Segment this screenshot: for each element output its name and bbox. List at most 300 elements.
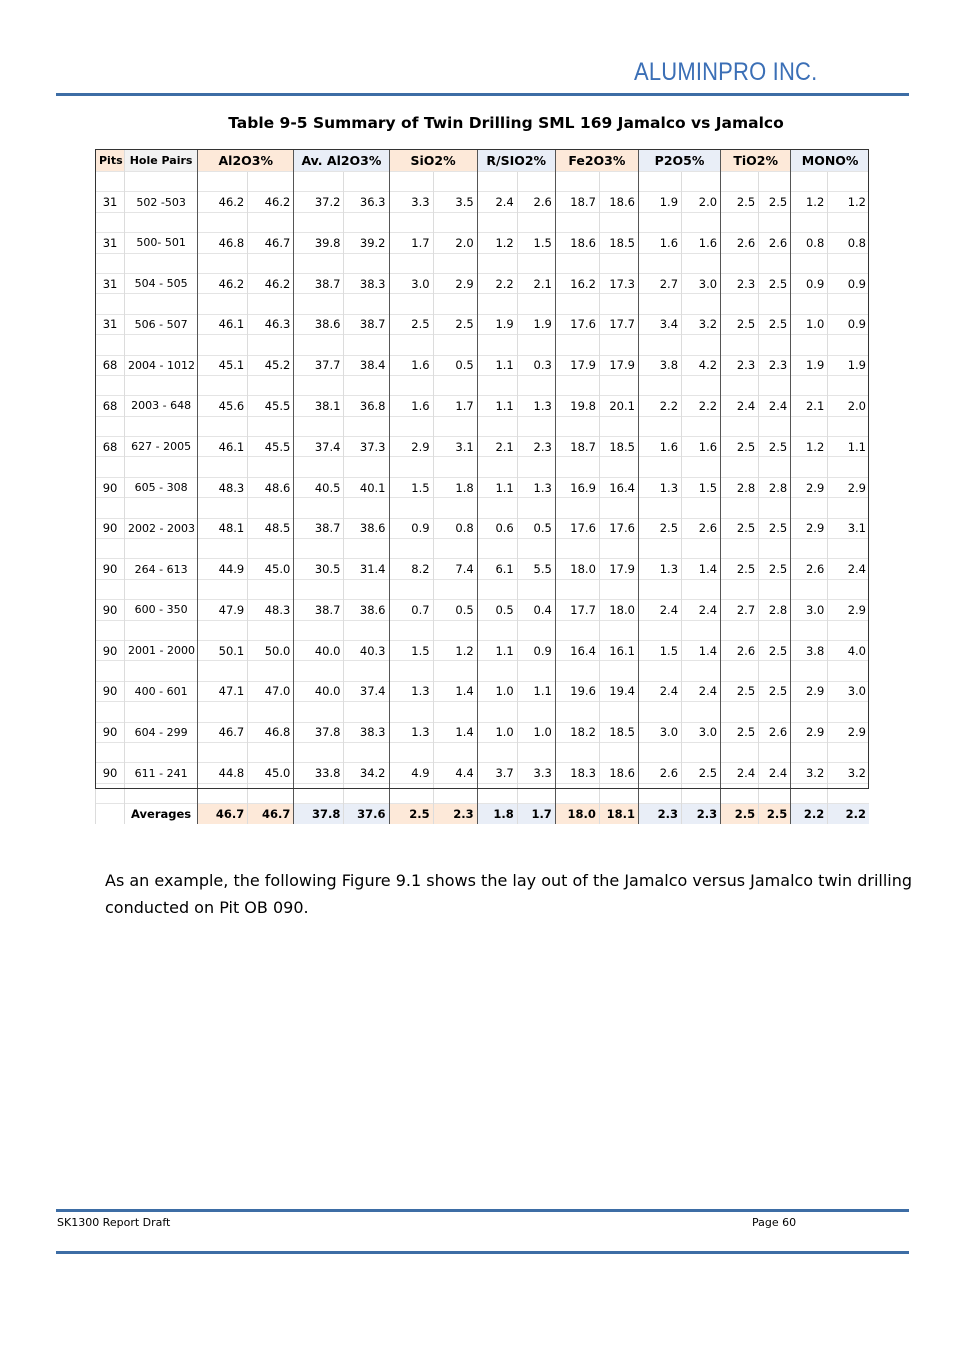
value-cell: 40.0 — [294, 640, 344, 660]
value-cell: 1.9 — [517, 314, 555, 334]
spacer-cell — [294, 783, 344, 803]
spacer-cell — [198, 335, 248, 355]
spacer-cell — [721, 498, 759, 518]
table-row — [96, 477, 870, 497]
header-hole-pairs: Hole Pairs — [125, 149, 198, 172]
value-cell: 1.4 — [433, 722, 477, 742]
pit-cell: 90 — [96, 477, 125, 497]
value-cell: 2.9 — [828, 600, 869, 620]
spacer-cell — [759, 212, 791, 232]
spacer-cell — [721, 457, 759, 477]
spacer-cell — [517, 702, 555, 722]
spacer-cell — [517, 457, 555, 477]
value-cell: 17.6 — [555, 518, 599, 538]
hole-pair-cell: 2003 - 648 — [125, 396, 198, 416]
value-cell: 37.2 — [294, 192, 344, 212]
spacer-cell — [791, 457, 828, 477]
value-cell: 2.8 — [759, 600, 791, 620]
value-cell: 18.6 — [555, 233, 599, 253]
hole-pair-cell: 2004 - 1012 — [125, 355, 198, 375]
pit-cell: 90 — [96, 518, 125, 538]
value-cell: 48.5 — [248, 518, 294, 538]
pit-cell: 31 — [96, 192, 125, 212]
spacer-cell — [125, 783, 198, 803]
spacer-cell — [96, 539, 125, 559]
value-cell: 1.6 — [389, 396, 433, 416]
spacer-cell — [294, 742, 344, 762]
spacer-cell — [517, 620, 555, 640]
value-cell: 3.1 — [828, 518, 869, 538]
value-cell: 2.7 — [721, 600, 759, 620]
spacer-cell — [294, 172, 344, 192]
spacer-cell — [599, 294, 638, 314]
value-cell: 38.6 — [344, 600, 389, 620]
table-row — [96, 722, 870, 742]
value-cell: 1.3 — [638, 477, 681, 497]
value-cell: 38.7 — [294, 518, 344, 538]
value-cell: 2.1 — [791, 396, 828, 416]
value-cell: 2.5 — [759, 681, 791, 701]
pit-cell: 31 — [96, 273, 125, 293]
value-cell: 17.9 — [599, 355, 638, 375]
spacer-cell — [477, 742, 517, 762]
value-cell: 6.1 — [477, 559, 517, 579]
average-value-cell: 1.7 — [517, 804, 555, 825]
spacer-cell — [599, 375, 638, 395]
spacer-cell — [125, 742, 198, 762]
spacer-cell — [828, 661, 869, 681]
value-cell: 19.4 — [599, 681, 638, 701]
spacer-cell — [477, 253, 517, 273]
value-cell: 18.7 — [555, 192, 599, 212]
spacer-cell — [125, 620, 198, 640]
header-tio2: TiO2% — [721, 149, 791, 172]
spacer-cell — [638, 416, 681, 436]
spacer-cell — [638, 335, 681, 355]
spacer-cell — [248, 294, 294, 314]
spacer-cell — [638, 661, 681, 681]
value-cell: 18.5 — [599, 233, 638, 253]
value-cell: 38.3 — [344, 273, 389, 293]
spacer-cell — [517, 416, 555, 436]
spacer-cell — [517, 172, 555, 192]
value-cell: 2.9 — [791, 681, 828, 701]
spacer-cell — [198, 212, 248, 232]
spacer-cell — [682, 498, 721, 518]
spacer-row — [96, 212, 870, 232]
spacer-cell — [344, 742, 389, 762]
value-cell: 2.2 — [638, 396, 681, 416]
value-cell: 1.1 — [477, 396, 517, 416]
spacer-cell — [198, 172, 248, 192]
value-cell: 2.6 — [759, 722, 791, 742]
spacer-row — [96, 375, 870, 395]
spacer-cell — [517, 742, 555, 762]
spacer-cell — [248, 416, 294, 436]
pit-cell: 68 — [96, 396, 125, 416]
value-cell: 1.5 — [389, 477, 433, 497]
spacer-cell — [721, 253, 759, 273]
spacer-cell — [682, 579, 721, 599]
spacer-cell — [517, 661, 555, 681]
value-cell: 18.2 — [555, 722, 599, 742]
hole-pair-cell: 400 - 601 — [125, 681, 198, 701]
table-row — [96, 355, 870, 375]
value-cell: 18.0 — [599, 600, 638, 620]
value-cell: 2.5 — [721, 314, 759, 334]
body-paragraph: As an example, the following Figure 9.1 shows the lay out of the Jamalco versus Jamalco twin drilling conducted on Pit OB 090. — [105, 871, 913, 917]
value-cell: 1.1 — [828, 437, 869, 457]
spacer-cell — [389, 620, 433, 640]
spacer-cell — [759, 742, 791, 762]
value-cell: 40.5 — [294, 477, 344, 497]
spacer-cell — [125, 539, 198, 559]
spacer-cell — [198, 539, 248, 559]
header-pits: Pits — [96, 149, 125, 172]
spacer-cell — [294, 375, 344, 395]
value-cell: 1.7 — [433, 396, 477, 416]
value-cell: 3.7 — [477, 763, 517, 783]
value-cell: 37.8 — [294, 722, 344, 742]
value-cell: 2.6 — [517, 192, 555, 212]
value-cell: 48.6 — [248, 477, 294, 497]
value-cell: 2.0 — [433, 233, 477, 253]
header-fe2o3: Fe2O3% — [555, 149, 638, 172]
spacer-cell — [721, 539, 759, 559]
table-row — [96, 437, 870, 457]
value-cell: 2.0 — [682, 192, 721, 212]
spacer-cell — [791, 742, 828, 762]
value-cell: 2.5 — [759, 273, 791, 293]
footer-report-name: SK1300 Report Draft — [57, 1216, 171, 1229]
spacer-cell — [517, 498, 555, 518]
value-cell: 38.4 — [344, 355, 389, 375]
average-value-cell: 18.0 — [555, 804, 599, 825]
spacer-cell — [477, 335, 517, 355]
value-cell: 2.4 — [477, 192, 517, 212]
value-cell: 1.6 — [682, 437, 721, 457]
spacer-cell — [638, 457, 681, 477]
value-cell: 1.2 — [433, 640, 477, 660]
value-cell: 2.5 — [638, 518, 681, 538]
value-cell: 2.4 — [682, 681, 721, 701]
spacer-cell — [433, 253, 477, 273]
spacer-cell — [389, 375, 433, 395]
value-cell: 48.3 — [198, 477, 248, 497]
spacer-cell — [599, 702, 638, 722]
spacer-cell — [759, 253, 791, 273]
value-cell: 46.2 — [198, 192, 248, 212]
spacer-cell — [389, 579, 433, 599]
value-cell: 38.6 — [344, 518, 389, 538]
value-cell: 2.5 — [759, 192, 791, 212]
spacer-cell — [555, 661, 599, 681]
value-cell: 46.1 — [198, 314, 248, 334]
value-cell: 3.3 — [517, 763, 555, 783]
value-cell: 45.5 — [248, 396, 294, 416]
spacer-cell — [96, 375, 125, 395]
value-cell: 0.6 — [477, 518, 517, 538]
value-cell: 2.3 — [517, 437, 555, 457]
value-cell: 39.8 — [294, 233, 344, 253]
value-cell: 1.9 — [638, 192, 681, 212]
value-cell: 2.6 — [721, 640, 759, 660]
hole-pair-cell: 627 - 2005 — [125, 437, 198, 457]
value-cell: 1.3 — [638, 559, 681, 579]
spacer-cell — [125, 172, 198, 192]
value-cell: 18.0 — [555, 559, 599, 579]
value-cell: 45.0 — [248, 559, 294, 579]
value-cell: 17.6 — [599, 518, 638, 538]
value-cell: 2.4 — [828, 559, 869, 579]
value-cell: 8.2 — [389, 559, 433, 579]
value-cell: 2.5 — [389, 314, 433, 334]
spacer-cell — [198, 620, 248, 640]
spacer-cell — [344, 457, 389, 477]
table-row — [96, 681, 870, 701]
spacer-cell — [638, 783, 681, 803]
value-cell: 46.2 — [248, 192, 294, 212]
spacer-cell — [248, 212, 294, 232]
spacer-cell — [198, 253, 248, 273]
spacer-cell — [344, 498, 389, 518]
spacer-cell — [791, 620, 828, 640]
table-row — [96, 640, 870, 660]
value-cell: 1.1 — [517, 681, 555, 701]
average-value-cell: 1.8 — [477, 804, 517, 825]
value-cell: 2.3 — [721, 355, 759, 375]
spacer-cell — [682, 742, 721, 762]
value-cell: 46.2 — [248, 273, 294, 293]
value-cell: 2.6 — [638, 763, 681, 783]
value-cell: 38.7 — [294, 273, 344, 293]
value-cell: 18.3 — [555, 763, 599, 783]
spacer-cell — [248, 661, 294, 681]
spacer-cell — [555, 702, 599, 722]
spacer-row — [96, 457, 870, 477]
value-cell: 36.3 — [344, 192, 389, 212]
value-cell: 45.1 — [198, 355, 248, 375]
spacer-cell — [248, 253, 294, 273]
value-cell: 45.2 — [248, 355, 294, 375]
hole-pair-cell: 2001 - 2000 — [125, 640, 198, 660]
spacer-cell — [344, 416, 389, 436]
value-cell: 37.3 — [344, 437, 389, 457]
spacer-cell — [125, 335, 198, 355]
spacer-cell — [682, 620, 721, 640]
value-cell: 0.5 — [517, 518, 555, 538]
average-value-cell: 2.2 — [828, 804, 869, 825]
value-cell: 40.0 — [294, 681, 344, 701]
spacer-cell — [555, 620, 599, 640]
spacer-cell — [433, 620, 477, 640]
spacer-cell — [638, 498, 681, 518]
spacer-cell — [682, 539, 721, 559]
value-cell: 0.5 — [433, 600, 477, 620]
value-cell: 1.4 — [433, 681, 477, 701]
table-header-row — [96, 149, 870, 172]
value-cell: 18.6 — [599, 763, 638, 783]
spacer-cell — [125, 579, 198, 599]
spacer-cell — [389, 212, 433, 232]
value-cell: 38.1 — [294, 396, 344, 416]
spacer-cell — [389, 498, 433, 518]
table-row — [96, 273, 870, 293]
value-cell: 17.9 — [599, 559, 638, 579]
value-cell: 3.8 — [791, 640, 828, 660]
value-cell: 1.1 — [477, 477, 517, 497]
spacer-cell — [344, 620, 389, 640]
spacer-cell — [828, 172, 869, 192]
value-cell: 40.1 — [344, 477, 389, 497]
spacer-cell — [344, 579, 389, 599]
spacer-cell — [477, 294, 517, 314]
spacer-cell — [555, 335, 599, 355]
spacer-row — [96, 539, 870, 559]
header-rule — [56, 93, 909, 96]
value-cell: 2.9 — [791, 518, 828, 538]
value-cell: 4.4 — [433, 763, 477, 783]
value-cell: 3.0 — [389, 273, 433, 293]
spacer-cell — [433, 661, 477, 681]
hole-pair-cell: 600 - 350 — [125, 600, 198, 620]
value-cell: 2.9 — [791, 477, 828, 497]
value-cell: 1.9 — [828, 355, 869, 375]
spacer-cell — [125, 416, 198, 436]
value-cell: 1.4 — [682, 559, 721, 579]
value-cell: 30.5 — [294, 559, 344, 579]
spacer-cell — [477, 212, 517, 232]
value-cell: 39.2 — [344, 233, 389, 253]
table-row — [96, 600, 870, 620]
value-cell: 2.4 — [721, 763, 759, 783]
spacer-cell — [555, 539, 599, 559]
value-cell: 1.0 — [791, 314, 828, 334]
spacer-cell — [791, 702, 828, 722]
average-value-cell: 37.6 — [344, 804, 389, 825]
spacer-cell — [125, 702, 198, 722]
averages-row — [96, 804, 870, 825]
spacer-cell — [682, 783, 721, 803]
value-cell: 46.7 — [198, 722, 248, 742]
spacer-cell — [555, 416, 599, 436]
spacer-cell — [759, 539, 791, 559]
value-cell: 2.9 — [389, 437, 433, 457]
value-cell: 0.9 — [791, 273, 828, 293]
spacer-cell — [198, 416, 248, 436]
spacer-cell — [555, 742, 599, 762]
spacer-cell — [599, 498, 638, 518]
value-cell: 3.2 — [828, 763, 869, 783]
spacer-cell — [759, 416, 791, 436]
footer-rule-bottom — [56, 1251, 909, 1254]
hole-pair-cell: 611 - 241 — [125, 763, 198, 783]
spacer-cell — [599, 539, 638, 559]
spacer-cell — [599, 253, 638, 273]
header-p2o5: P2O5% — [638, 149, 720, 172]
spacer-cell — [96, 742, 125, 762]
table-row — [96, 233, 870, 253]
spacer-cell — [682, 294, 721, 314]
value-cell: 2.1 — [517, 273, 555, 293]
average-value-cell: 2.3 — [433, 804, 477, 825]
spacer-cell — [759, 498, 791, 518]
table-row — [96, 518, 870, 538]
spacer-row — [96, 253, 870, 273]
spacer-cell — [389, 335, 433, 355]
table-row — [96, 192, 870, 212]
pit-cell: 68 — [96, 355, 125, 375]
table-body — [96, 172, 870, 825]
spacer-cell — [125, 294, 198, 314]
table-row — [96, 559, 870, 579]
spacer-row — [96, 416, 870, 436]
value-cell: 45.0 — [248, 763, 294, 783]
value-cell: 17.9 — [555, 355, 599, 375]
spacer-cell — [248, 579, 294, 599]
spacer-cell — [125, 661, 198, 681]
spacer-row — [96, 620, 870, 640]
value-cell: 18.5 — [599, 722, 638, 742]
value-cell: 3.8 — [638, 355, 681, 375]
spacer-cell — [759, 661, 791, 681]
spacer-cell — [828, 457, 869, 477]
average-value-cell: 2.5 — [721, 804, 759, 825]
pit-cell: 90 — [96, 763, 125, 783]
spacer-cell — [248, 457, 294, 477]
value-cell: 38.7 — [294, 600, 344, 620]
spacer-cell — [433, 212, 477, 232]
spacer-cell — [555, 294, 599, 314]
value-cell: 3.3 — [389, 192, 433, 212]
value-cell: 19.8 — [555, 396, 599, 416]
spacer-cell — [344, 539, 389, 559]
spacer-cell — [125, 457, 198, 477]
value-cell: 2.5 — [721, 722, 759, 742]
value-cell: 3.2 — [791, 763, 828, 783]
value-cell: 0.5 — [477, 600, 517, 620]
value-cell: 48.3 — [248, 600, 294, 620]
value-cell: 4.0 — [828, 640, 869, 660]
spacer-cell — [248, 742, 294, 762]
value-cell: 0.4 — [517, 600, 555, 620]
spacer-cell — [759, 620, 791, 640]
spacer-cell — [828, 294, 869, 314]
value-cell: 2.4 — [759, 396, 791, 416]
value-cell: 2.4 — [721, 396, 759, 416]
spacer-cell — [517, 253, 555, 273]
value-cell: 3.1 — [433, 437, 477, 457]
spacer-cell — [828, 375, 869, 395]
spacer-cell — [96, 416, 125, 436]
spacer-cell — [721, 742, 759, 762]
spacer-cell — [433, 375, 477, 395]
spacer-cell — [828, 416, 869, 436]
value-cell: 2.9 — [433, 273, 477, 293]
spacer-cell — [389, 783, 433, 803]
value-cell: 0.8 — [828, 233, 869, 253]
spacer-cell — [828, 335, 869, 355]
spacer-cell — [517, 212, 555, 232]
value-cell: 38.7 — [344, 314, 389, 334]
value-cell: 2.5 — [682, 763, 721, 783]
spacer-cell — [96, 212, 125, 232]
spacer-cell — [638, 742, 681, 762]
value-cell: 0.9 — [517, 640, 555, 660]
value-cell: 47.1 — [198, 681, 248, 701]
value-cell: 2.6 — [791, 559, 828, 579]
spacer-cell — [517, 579, 555, 599]
